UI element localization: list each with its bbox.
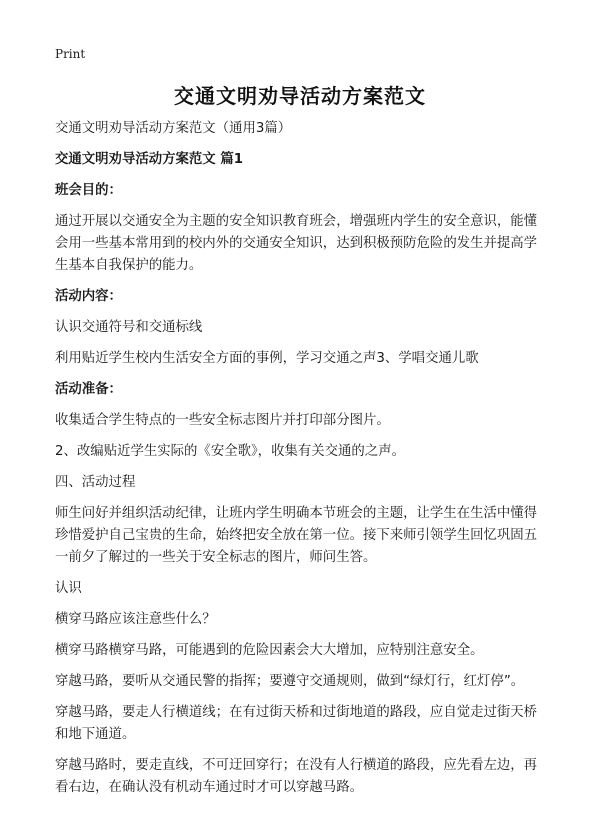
prep-item: 收集适合学生特点的一些安全标志图片并打印部分图片。 <box>55 413 390 428</box>
goal-heading: 班会目的： <box>55 183 122 198</box>
answer-paragraph: 穿越马路时，要走直线，不可迂回穿行；在没有人行横道的路段，应先看左边，再看右边，在确认没有机动车通过时才可以穿越马路。 <box>55 758 538 795</box>
document-title: 交通文明劝导活动方案范文 <box>174 84 426 108</box>
answer-paragraph: 穿越马路，要听从交通民警的指挥；要遵守交通规则，做到“绿灯行，红灯停”。 <box>55 674 525 689</box>
document-subtitle: 交通文明劝导活动方案范文（通用3篇） <box>55 121 292 136</box>
recognize-label: 认识 <box>55 581 82 596</box>
goal-paragraph: 通过开展以交通安全为主题的安全知识教育班会，增强班内学生的安全意识，能懂会用一些基本常用到的校内外的交通安全知识，达到积极预防危险的发生并提高学生基本自我保护的能力。 <box>55 214 538 273</box>
content-item: 利用贴近学生校内生活安全方面的事例，学习交通之声3、学唱交通儿歌 <box>55 351 479 366</box>
question-line: 横穿马路应该注意些什么？ <box>55 612 216 627</box>
process-heading: 四、活动过程 <box>55 475 136 490</box>
prep-item: 2、改编贴近学生实际的《安全歌》，收集有关交通的之声。 <box>55 444 405 459</box>
content-heading: 活动内容： <box>55 289 122 304</box>
answer-paragraph: 穿越马路，要走人行横道线；在有过街天桥和过街地道的路段，应自觉走过街天桥和地下通道。 <box>55 705 538 742</box>
prep-heading: 活动准备： <box>55 382 122 397</box>
document-body <box>55 118 550 808</box>
answer-paragraph: 横穿马路横穿马路，可能遇到的危险因素会大大增加，应特别注意安全。 <box>55 643 484 658</box>
section-heading: 交通文明劝导活动方案范文 篇1 <box>55 152 244 167</box>
process-paragraph: 师生问好并组织活动纪律，让班内学生明确本节班会的主题，让学生在生活中懂得珍惜爱护自己宝贵的生命，始终把安全放在第一位。接下来师引领学生回忆巩固五一前夕了解过的一些关于安全标志的图片，师问生答。 <box>55 506 538 565</box>
print-label: Print <box>55 47 86 61</box>
content-item: 认识交通符号和交通标线 <box>55 320 203 335</box>
